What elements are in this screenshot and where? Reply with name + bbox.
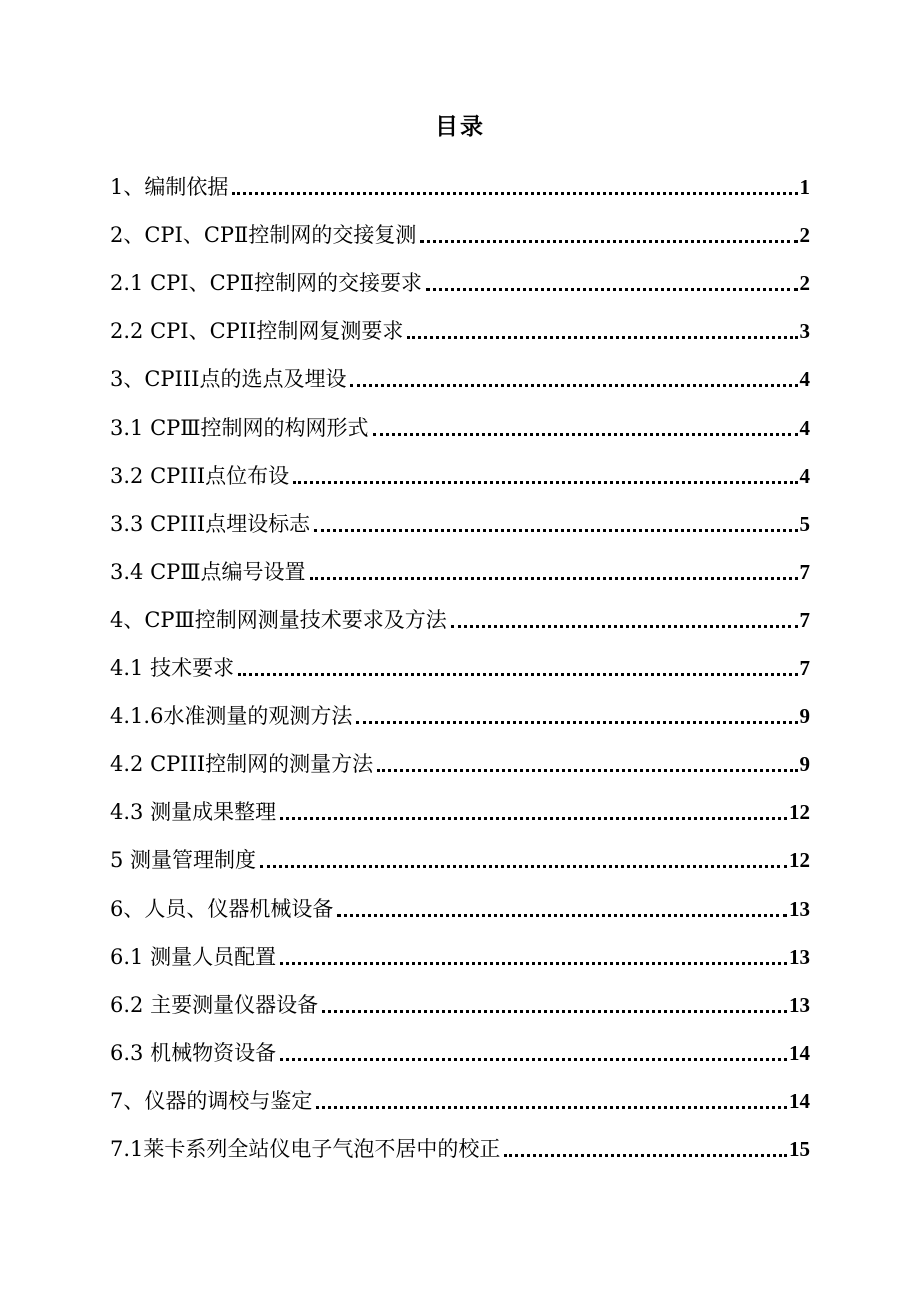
dot-leader	[238, 673, 797, 676]
toc-entry-page-number: 4	[799, 415, 810, 440]
toc-entry[interactable]	[110, 539, 810, 587]
toc-entry-page-number: 1	[799, 175, 810, 200]
toc-title: 目录	[435, 113, 485, 140]
toc-entry-page-number: 2	[799, 223, 810, 248]
toc-entry[interactable]	[110, 924, 810, 972]
dot-leader	[377, 769, 797, 772]
dot-leader	[350, 384, 797, 387]
toc-entry-page-number: 9	[799, 704, 810, 729]
toc-entry-page-number: 2	[799, 271, 810, 296]
toc-entry-label: 7、仪器的调校与鉴定	[110, 1088, 313, 1113]
dot-leader	[280, 1058, 787, 1061]
toc-entry-label: 4.1.6水准测量的观测方法	[110, 704, 353, 729]
toc-entry-page-number: 5	[799, 511, 810, 536]
toc-list	[110, 154, 810, 1164]
dot-leader	[337, 914, 787, 917]
toc-entry-label: 2、CPⅠ、CPⅡ控制网的交接复测	[110, 223, 417, 248]
toc-entry[interactable]	[110, 683, 810, 731]
toc-entry-label: 1、编制依据	[110, 175, 229, 200]
toc-entry[interactable]	[110, 154, 810, 202]
toc-entry-page-number: 9	[799, 752, 810, 777]
toc-entry-label: 6.3 机械物资设备	[110, 1040, 277, 1065]
dot-leader	[316, 1106, 787, 1109]
toc-entry[interactable]	[110, 491, 810, 539]
toc-entry[interactable]	[110, 394, 810, 442]
toc-entry[interactable]	[110, 875, 810, 923]
dot-leader	[232, 192, 797, 195]
dot-leader	[420, 240, 797, 243]
toc-entry-label: 6.1 测量人员配置	[110, 944, 277, 969]
toc-entry-label: 4.1 技术要求	[110, 656, 235, 681]
toc-entry-page-number: 13	[789, 944, 810, 969]
toc-entry-label: 3.2 CPIII点位布设	[110, 463, 290, 488]
toc-entry[interactable]	[110, 635, 810, 683]
dot-leader	[373, 433, 798, 436]
toc-entry-page-number: 7	[799, 559, 810, 584]
dot-leader	[426, 288, 797, 291]
dot-leader	[356, 721, 797, 724]
toc-entry[interactable]	[110, 250, 810, 298]
toc-entry-label: 6.2 主要测量仪器设备	[110, 992, 319, 1017]
toc-entry-page-number: 7	[799, 656, 810, 681]
toc-entry-label: 4.2 CPIII控制网的测量方法	[110, 752, 374, 777]
toc-entry-page-number: 13	[789, 992, 810, 1017]
dot-leader	[280, 962, 787, 965]
toc-entry-page-number: 7	[799, 607, 810, 632]
toc-entry-page-number: 12	[789, 800, 810, 825]
toc-entry-page-number: 4	[799, 367, 810, 392]
toc-entry[interactable]	[110, 443, 810, 491]
toc-entry-page-number: 12	[789, 848, 810, 873]
toc-entry-label: 4、CPⅢ控制网测量技术要求及方法	[110, 607, 447, 632]
toc-entry-page-number: 3	[799, 319, 810, 344]
dot-leader	[293, 481, 797, 484]
toc-entry[interactable]	[110, 587, 810, 635]
dot-leader	[322, 1010, 787, 1013]
toc-entry-label: 5 测量管理制度	[110, 848, 257, 873]
toc-entry-label: 2.1 CPⅠ、CPⅡ控制网的交接要求	[110, 271, 423, 296]
dot-leader	[260, 865, 787, 868]
toc-entry[interactable]	[110, 298, 810, 346]
dot-leader	[451, 625, 798, 628]
dot-leader	[504, 1154, 787, 1157]
toc-entry-page-number: 14	[789, 1040, 810, 1065]
toc-entry[interactable]	[110, 827, 810, 875]
toc-entry-label: 6、人员、仪器机械设备	[110, 896, 334, 921]
toc-entry-page-number: 4	[799, 463, 810, 488]
toc-entry[interactable]	[110, 972, 810, 1020]
toc-entry-label: 3、CPIII点的选点及埋设	[110, 367, 347, 392]
dot-leader	[280, 817, 787, 820]
dot-leader	[310, 577, 798, 580]
toc-entry-label: 4.3 测量成果整理	[110, 800, 277, 825]
toc-entry-page-number: 15	[789, 1136, 810, 1161]
dot-leader	[407, 336, 797, 339]
toc-entry[interactable]	[110, 1068, 810, 1116]
toc-entry-label: 7.1莱卡系列全站仪电子气泡不居中的校正	[110, 1136, 501, 1161]
toc-entry-page-number: 13	[789, 896, 810, 921]
toc-entry-label: 3.4 CPⅢ点编号设置	[110, 559, 306, 584]
toc-entry[interactable]	[110, 1116, 810, 1164]
toc-entry[interactable]	[110, 346, 810, 394]
toc-entry-label: 2.2 CPI、CPII控制网复测要求	[110, 319, 404, 344]
toc-entry[interactable]	[110, 731, 810, 779]
toc-entry-label: 3.1 CPⅢ控制网的构网形式	[110, 415, 369, 440]
toc-entry-label: 3.3 CPIII点埋设标志	[110, 511, 311, 536]
toc-entry[interactable]	[110, 1020, 810, 1068]
dot-leader	[314, 529, 797, 532]
toc-entry[interactable]	[110, 202, 810, 250]
toc-entry[interactable]	[110, 779, 810, 827]
toc-entry-page-number: 14	[789, 1088, 810, 1113]
